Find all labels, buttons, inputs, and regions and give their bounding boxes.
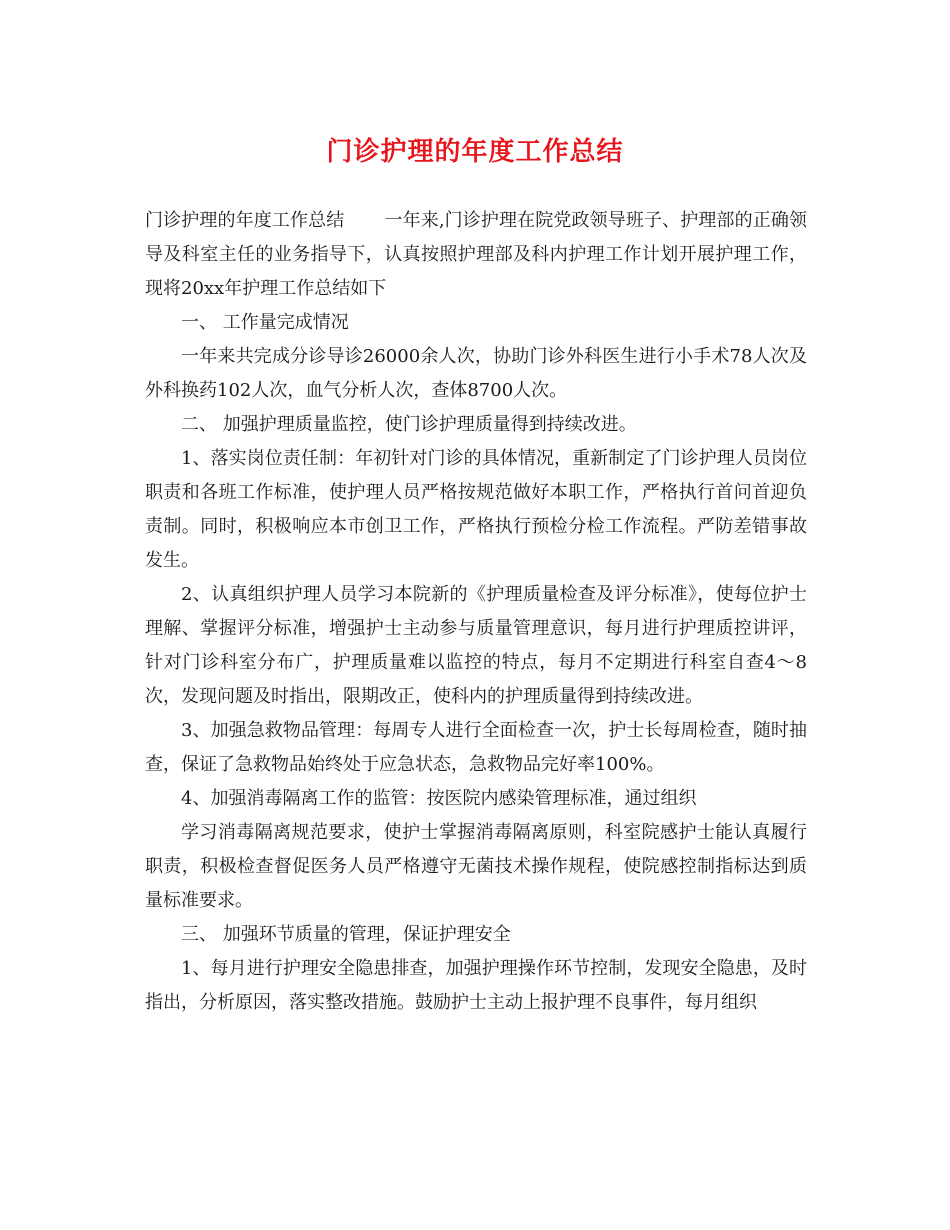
paragraph-item-1: 1、落实岗位责任制：年初针对门诊的具体情况，重新制定了门诊护理人员岗位职责和各班工作标准，使护理人员严格按规范做好本职工作，严格执行首问首迎负责制。同时，积极响应本市创卫工作，严格执行预检分检工作流程。严防差错事故发生。: [145, 448, 807, 571]
intro-heading: 门诊护理的年度工作总结: [145, 210, 345, 231]
section-heading-3: 三、 加强环节质量的管理，保证护理安全: [181, 924, 511, 945]
document-body: [145, 204, 807, 1020]
paragraph-item-2: 2、认真组织护理人员学习本院新的《护理质量检查及评分标准》，使每位护士理解、掌握评分标准，增强护士主动参与质量管理意识，每月进行护理质控讲评，针对门诊科室分布广，护理质量难以监控的特点，每月不定期进行科室自查4～8次，发现问题及时指出，限期改正，使科内的护理质量得到持续改进。: [145, 584, 807, 707]
paragraph-workload: 一年来共完成分诊导诊26000余人次，协助门诊外科医生进行小手术78人次及外科换药102人次，血气分析人次，查体8700人次。: [145, 346, 807, 401]
section-heading-2: 二、 加强护理质量监控，使门诊护理质量得到持续改进。: [181, 414, 637, 435]
paragraph-item-4: 4、加强消毒隔离工作的监管：按医院内感染管理标准，通过组织: [181, 788, 697, 809]
paragraph-safety-1: 1、每月进行护理安全隐患排查，加强护理操作环节控制，发现安全隐患，及时指出，分析原因，落实整改措施。鼓励护士主动上报护理不良事件，每月组织: [145, 958, 807, 1013]
intro-paragraph: [145, 204, 807, 306]
intro-text: 一年来,门诊护理在院党政领导班子、护理部的正确领导及科室主任的业务指导下，认真按照护理部及科内护理工作计划开展护理工作，现将20xx年护理工作总结如下: [145, 210, 807, 299]
paragraph-item-4-continued: 学习消毒隔离规范要求，使护士掌握消毒隔离原则，科室院感护士能认真履行职责，积极检查督促医务人员严格遵守无菌技术操作规程，使院感控制指标达到质量标准要求。: [145, 822, 807, 911]
document-title: 门诊护理的年度工作总结: [326, 137, 624, 167]
paragraph-item-3: 3、加强急救物品管理：每周专人进行全面检查一次，护士长每周检查，随时抽查，保证了急救物品始终处于应急状态，急救物品完好率100%。: [145, 720, 807, 775]
section-heading-1: 一、 工作量完成情况: [181, 312, 349, 333]
